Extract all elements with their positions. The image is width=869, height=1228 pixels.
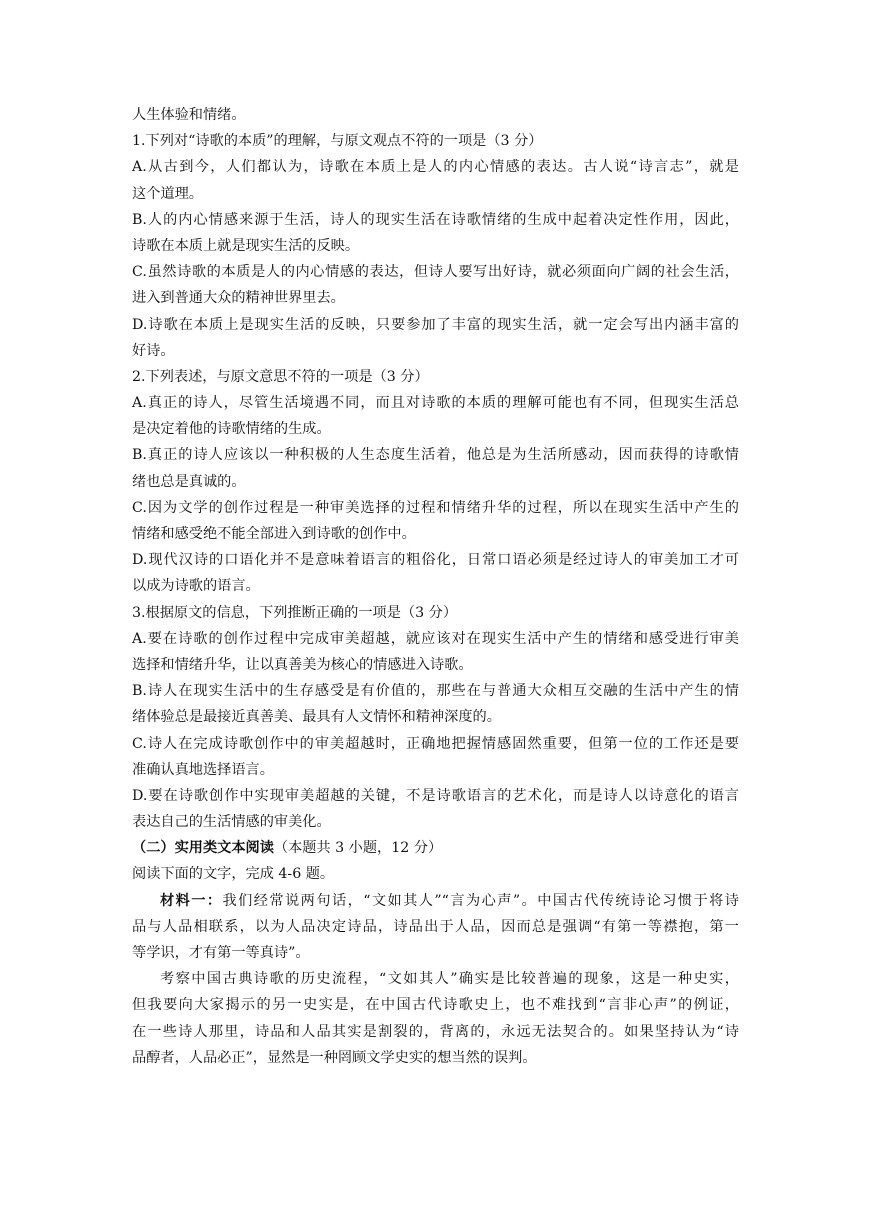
question-3-option-d: D.要在诗歌创作中实现审美超越的关键，不是诗歌语言的艺术化，而是诗人以诗意化的语言: [132, 787, 739, 804]
question-1-option-b: B.人的内心情感来源于生活，诗人的现实生活在诗歌情绪的生成中起着决定性作用，因此，: [132, 211, 739, 228]
material-1-line: 在一些诗人那里，诗品和人品其实是割裂的，背离的，永远无法契合的。如果坚持认为“诗: [132, 1023, 739, 1040]
material-1-label: 材料一：: [160, 892, 223, 909]
material-1-line: 但我要向大家揭示的另一史实是，在中国古代诗歌史上，也不难找到“言非心声”的例证，: [132, 997, 739, 1014]
question-2-option-a: A.真正的诗人，尽管生活境遇不同，而且对诗歌的本质的理解可能也有不同，但现实生活总: [132, 395, 739, 412]
question-1-option-c-cont: 进入到普通大众的精神世界里去。: [132, 290, 345, 307]
document-page: [132, 102, 739, 1071]
question-1-option-d-cont: 好诗。: [132, 342, 175, 359]
question-1-option-c: C.虽然诗歌的本质是人的内心情感的表达，但诗人要写出好诗，就必须面向广阔的社会生活，: [132, 264, 739, 281]
question-1-stem: 1.下列对“诗歌的本质”的理解，与原文观点不符的一项是（3 分）: [132, 133, 543, 150]
section-heading: [132, 835, 739, 861]
question-3-option-a: A.要在诗歌的创作过程中完成审美超越，就应该对在现实生活中产生的情绪和感受进行审美: [132, 630, 739, 647]
question-3-option-c: C.诗人在完成诗歌创作中的审美超越时，正确地把握情感固然重要，但第一位的工作还是要: [132, 735, 739, 752]
question-2-option-a-cont: 是决定着他的诗歌情绪的生成。: [132, 421, 331, 438]
section-note: （本题共 3 小题，12 分）: [273, 840, 443, 857]
question-1-option-a: A.从古到今，人们都认为，诗歌在本质上是人的内心情感的表达。古人说“诗言志”，就是: [132, 159, 739, 176]
question-3-option-b-cont: 绪体验总是最接近真善美、最具有人文情怀和精神深度的。: [132, 709, 501, 726]
question-1-option-d: D.诗歌在本质上是现实生活的反映，只要参加了丰富的现实生活，就一定会写出内涵丰富的: [132, 316, 739, 333]
question-3-option-a-cont: 选择和情绪升华，让以真善美为核心的情感进入诗歌。: [132, 656, 473, 673]
material-1-line: 品与人品相联系，以为人品决定诗品，诗品出于人品，因而总是强调“有第一等襟抱，第一: [132, 918, 739, 935]
question-2-stem: 2.下列表述，与原文意思不符的一项是（3 分）: [132, 368, 429, 385]
material-1-line: 品醇者，人品必正”，显然是一种罔顾文学史实的想当然的误判。: [132, 1049, 537, 1066]
question-2-option-d: D.现代汉诗的口语化并不是意味着语言的粗俗化，日常口语必须是经过诗人的审美加工才可: [132, 552, 739, 569]
question-3-option-c-cont: 准确认真地选择语言。: [132, 761, 274, 778]
text-line: 人生体验和情绪。: [132, 107, 246, 123]
question-2-option-b-cont: 绪也总是真诚的。: [132, 473, 246, 490]
question-2-option-c: C.因为文学的创作过程是一种审美选择的过程和情绪升华的过程，所以在现实生活中产生的: [132, 499, 739, 516]
reading-instruction: 阅读下面的文字，完成 4-6 题。: [132, 866, 335, 883]
question-3-stem: 3.根据原文的信息，下列推断正确的一项是（3 分）: [132, 604, 458, 621]
material-1-line: 等学识，才有第一等真诗”。: [132, 945, 310, 961]
question-2-option-c-cont: 情绪和感受绝不能全部进入到诗歌的创作中。: [132, 526, 416, 542]
material-1-line: [132, 888, 739, 914]
question-2-option-b: B.真正的诗人应该以一种积极的人生态度生活着，他总是为生活所感动，因而获得的诗歌情: [132, 447, 739, 464]
question-3-option-b: B.诗人在现实生活中的生存感受是有价值的，那些在与普通大众相互交融的生活中产生的情: [132, 683, 739, 700]
section-title: （二）实用类文本阅读: [132, 840, 274, 857]
question-3-option-d-cont: 表达自己的生活情感的审美化。: [132, 814, 331, 831]
question-1-option-b-cont: 诗歌在本质上就是现实生活的反映。: [132, 237, 360, 254]
question-1-option-a-cont: 这个道理。: [132, 185, 203, 202]
material-1-text: 我们经常说两句话，“文如其人”“言为心声”。中国古代传统诗论习惯于将诗: [222, 892, 739, 909]
question-2-option-d-cont: 以成为诗歌的语言。: [132, 578, 260, 595]
material-1-line: 考察中国古典诗歌的历史流程，“文如其人”确实是比较普遍的现象，这是一种史实，: [160, 971, 739, 988]
